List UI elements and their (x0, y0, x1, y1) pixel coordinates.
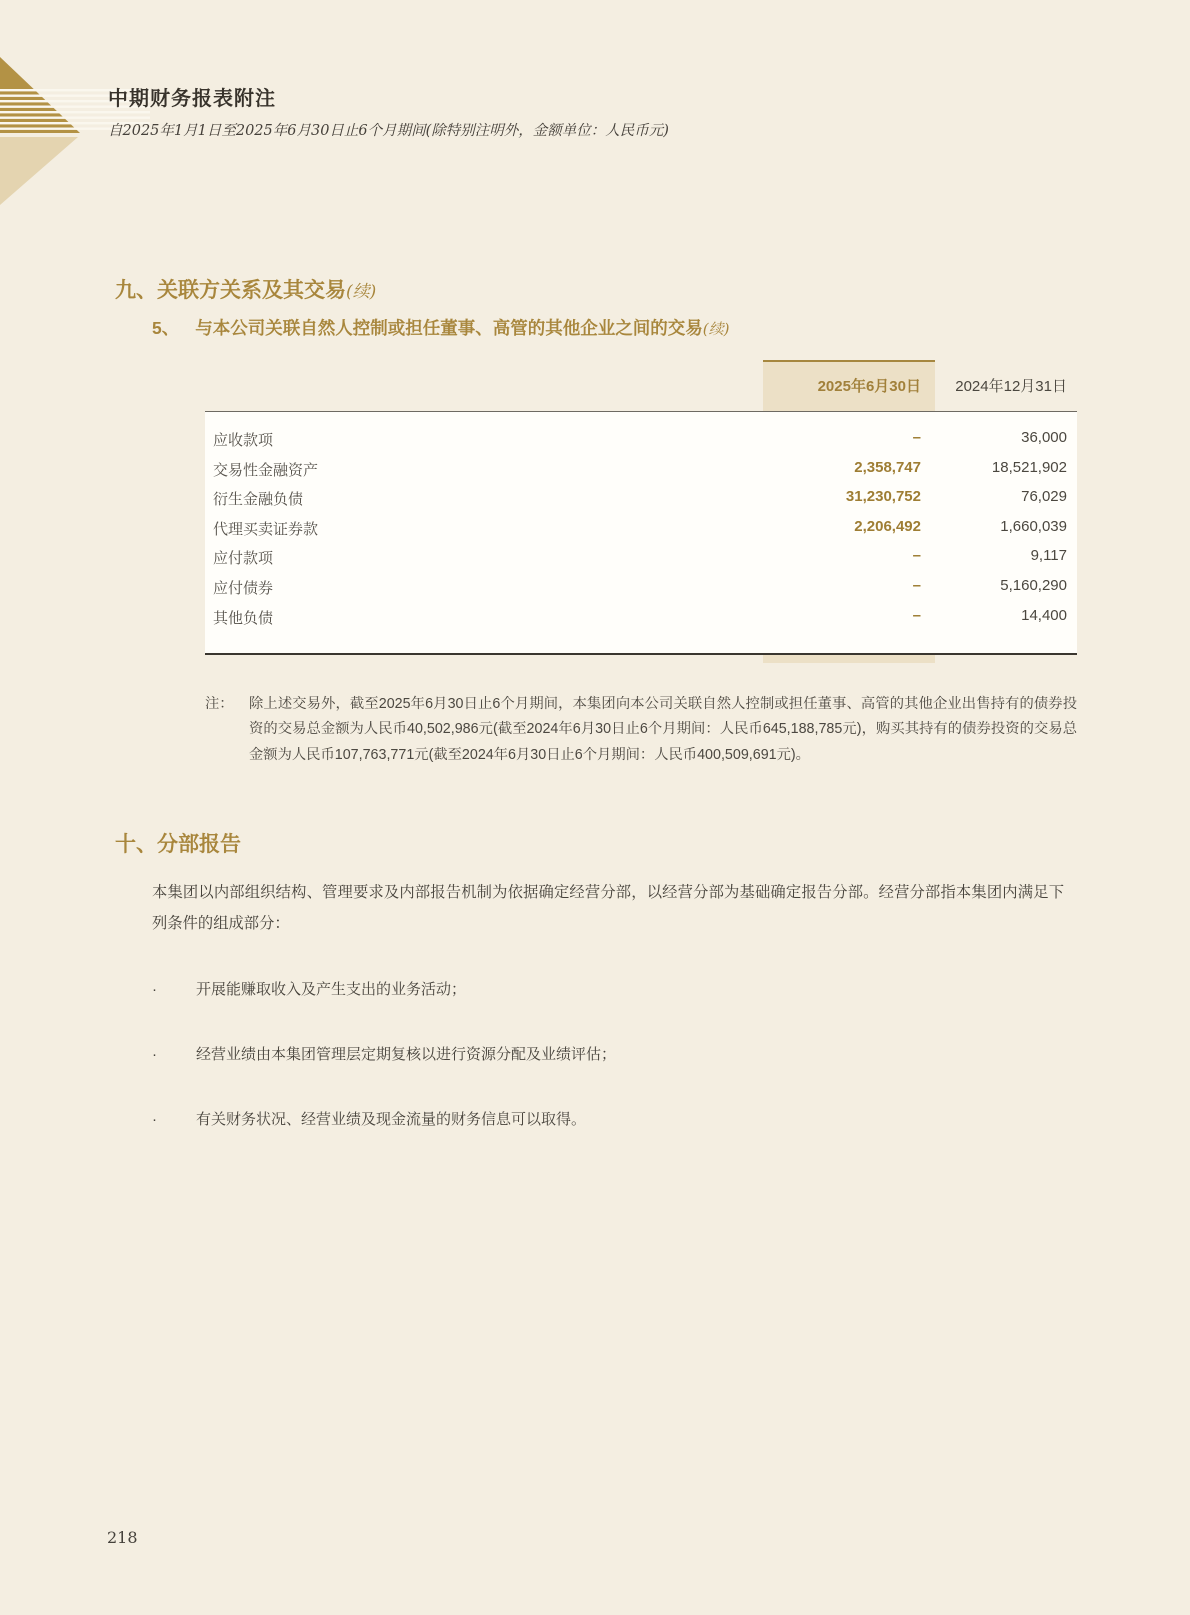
related-party-balances-table (205, 360, 1077, 665)
row-value-2024: 76,029 (1021, 488, 1067, 506)
bullet-text: 有关财务状况、经营业绩及现金流量的财务信息可以取得。 (196, 1111, 587, 1128)
row-value-2025: 2,358,747 (854, 458, 921, 476)
table-row (205, 484, 1077, 514)
row-label: 交易性金融资产 (213, 461, 319, 479)
row-value-2025: 2,206,492 (854, 517, 921, 535)
bullet-dot-icon: · (152, 981, 157, 998)
bullet-text: 经营业绩由本集团管理层定期复核以进行资源分配及业绩评估； (196, 1046, 617, 1063)
table-row (205, 455, 1077, 485)
bullet-text: 开展能赚取收入及产生支出的业务活动； (196, 981, 467, 998)
row-value-2025: – (912, 606, 921, 624)
bullet-dot-icon: · (152, 1111, 157, 1128)
column-header-2024: 2024年12月31日 (955, 378, 1067, 395)
table-rows (205, 425, 1077, 632)
row-value-2025: – (912, 576, 921, 594)
row-value-2025: – (912, 429, 921, 446)
row-value-2024: 1,660,039 (1000, 517, 1067, 535)
section-9-number: 九、 (115, 279, 157, 302)
table-row (205, 514, 1077, 544)
bullet-item (152, 1110, 1064, 1130)
subsection-5-continued-mark: (续) (702, 320, 730, 338)
subsection-5-number: 5、 (152, 318, 180, 338)
section-10-number: 十、 (115, 833, 157, 856)
table-row (205, 603, 1077, 633)
table-bottom-rule (205, 653, 1077, 655)
table-footnote (205, 692, 1077, 768)
subsection-5-title: 与本公司关联自然人控制或担任董事、高管的其他企业之间的交易 (195, 318, 703, 338)
row-value-2024: 36,000 (1021, 429, 1067, 446)
row-value-2025: – (912, 547, 921, 565)
table-row (205, 573, 1077, 603)
section-9-heading (115, 277, 376, 306)
document-subtitle: 自2025年1月1日至2025年6月30日止6个月期间(除特别注明外，金额单位：人民币元) (108, 123, 669, 139)
section-10-heading (115, 831, 241, 859)
section-10-paragraph: 本集团以内部组织结构、管理要求及内部报告机制为依据确定经营分部，以经营分部为基础确定报告分部。经营分部指本集团内满足下列条件的组成部分： (152, 884, 1064, 932)
section-10-title: 分部报告 (157, 833, 241, 856)
row-label: 应付债券 (213, 579, 274, 597)
row-value-2024: 5,160,290 (1000, 576, 1067, 594)
section-9-continued-mark: (续) (346, 282, 377, 302)
footnote-label: 注： (205, 696, 234, 712)
row-value-2024: 9,117 (1030, 547, 1067, 565)
table-row (205, 543, 1077, 573)
row-value-2025: 31,230,752 (845, 488, 921, 506)
bullet-dot-icon: · (152, 1046, 157, 1063)
table-header-divider (205, 411, 1077, 412)
table-header-gold-rule (763, 360, 935, 362)
row-label: 代理买卖证券款 (213, 520, 319, 538)
page-number: 218 (107, 1528, 138, 1547)
column-header-2025: 2025年6月30日 (817, 378, 921, 395)
bullet-item (152, 1045, 1064, 1065)
bullet-item (152, 980, 1064, 1000)
section-9-title: 关联方关系及其交易 (157, 279, 346, 302)
row-label: 应付款项 (213, 550, 274, 568)
footnote-text: 除上述交易外，截至2025年6月30日止6个月期间，本集团向本公司关联自然人控制或担任董事、高管的其他企业出售持有的债券投资的交易总金额为人民币40,502,986元(截至2024年6月30日止6个月期间：人民币645,188,785元)，购买其持有的债券投资的交易总金额为人民币107,763,771元(截至2024年6月30日止6个月期间：人民币400,509,691元)。 (249, 696, 1077, 763)
subsection-5-heading (152, 315, 729, 342)
row-value-2024: 14,400 (1021, 606, 1067, 624)
row-value-2024: 18,521,902 (991, 458, 1067, 476)
table-row (205, 425, 1077, 455)
row-label: 衍生金融负债 (213, 491, 304, 509)
row-label: 其他负债 (213, 609, 274, 627)
row-label: 应收款项 (213, 432, 274, 449)
document-title: 中期财务报表附注 (108, 86, 276, 110)
